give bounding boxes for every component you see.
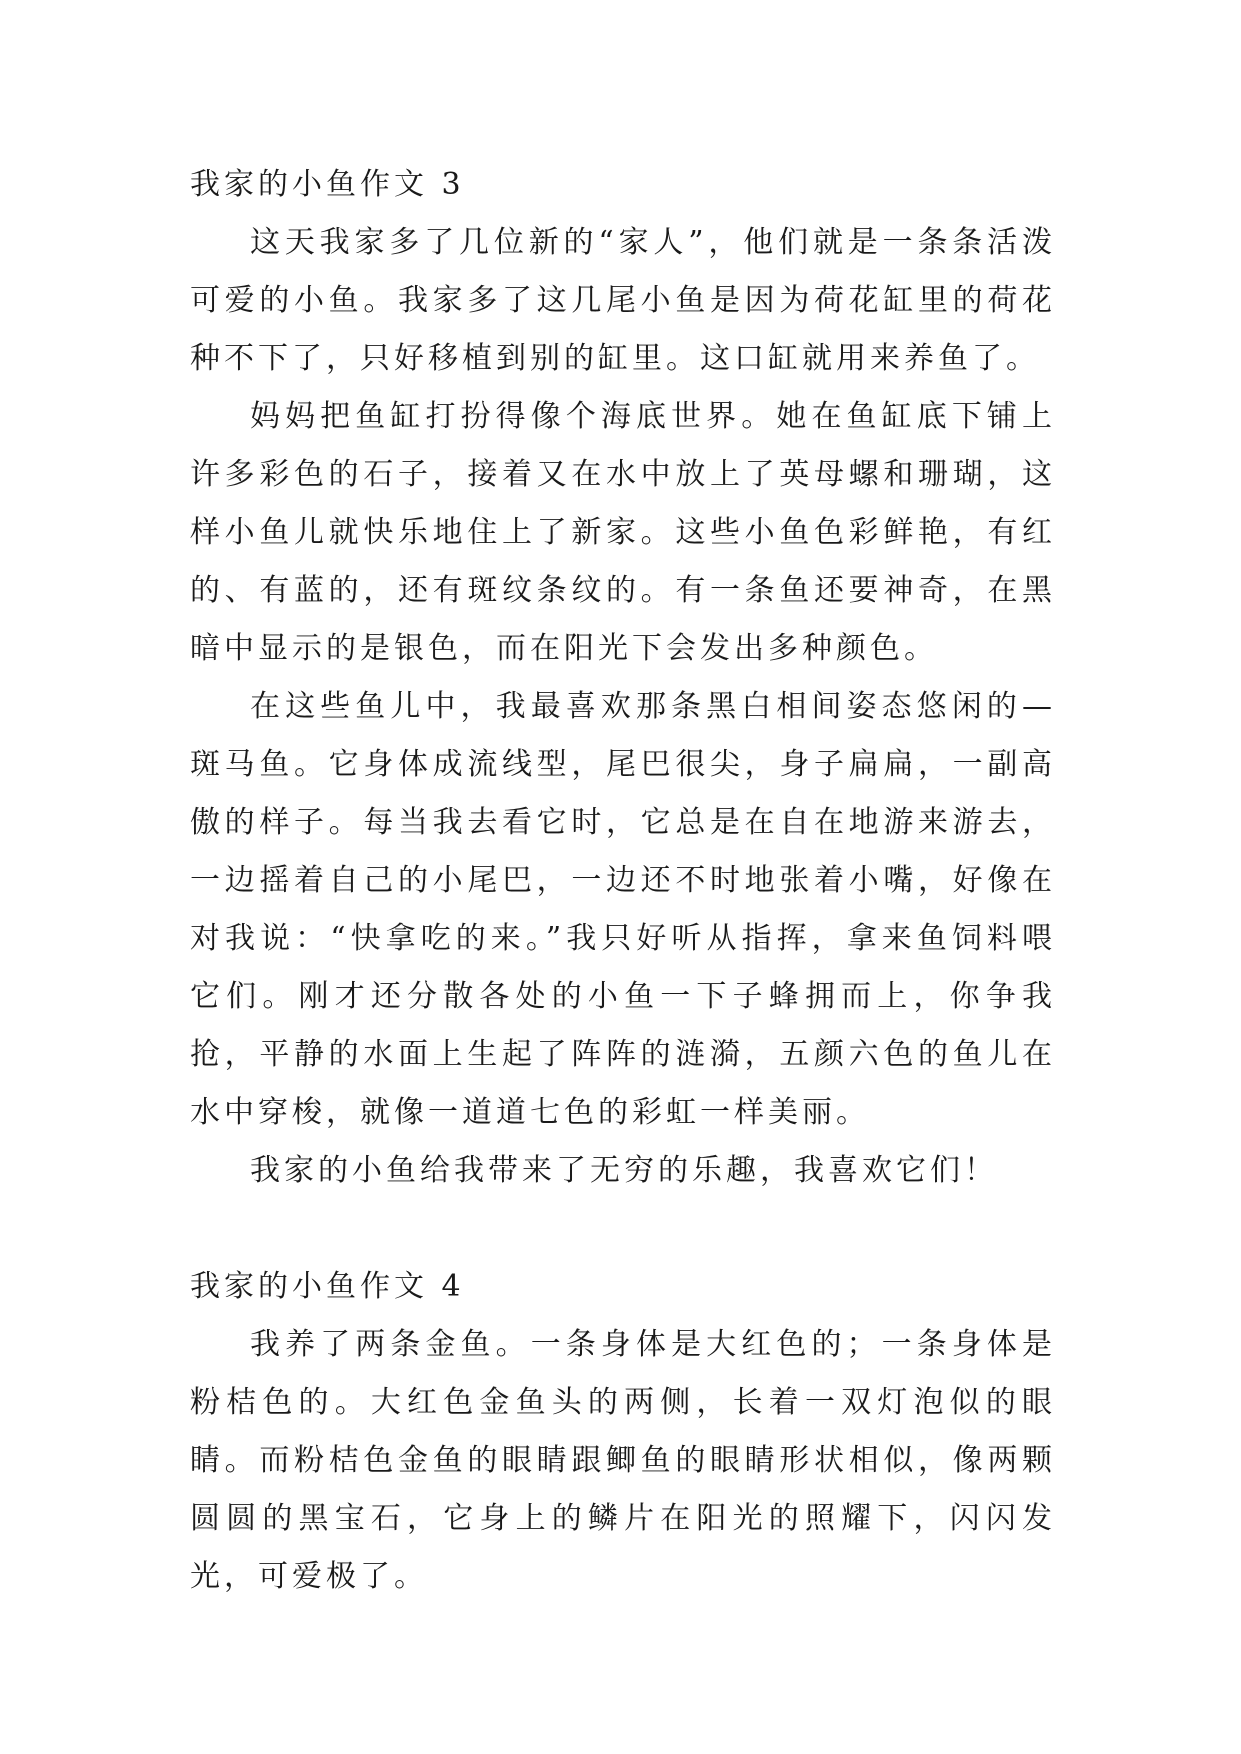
paragraph: 我家的小鱼给我带来了无穷的乐趣，我喜欢它们！ — [250, 1153, 998, 1188]
document-body — [190, 156, 1056, 1606]
paragraph: 在这些鱼儿中，我最喜欢那条黑白相间姿态悠闲的—斑马鱼。它身体成流线型，尾巴很尖，身子扁扁，一副高傲的样子。每当我去看它时，它总是在自在地游来游去，一边摇着自己的小尾巴，一边还不时地张着小嘴，好像在对我说：“快拿吃的来。”我只好听从指挥，拿来鱼饲料喂它们。刚才还分散各处的小鱼一下子蜂拥而上，你争我抢，平静的水面上生起了阵阵的涟漪，五颜六色的鱼儿在水中穿梭，就像一道道七色的彩虹一样美丽。 — [190, 689, 1056, 1130]
paragraph: 我养了两条金鱼。一条身体是大红色的；一条身体是粉桔色的。大红色金鱼头的两侧，长着一双灯泡似的眼睛。而粉桔色金鱼的眼睛跟鲫鱼的眼睛形状相似，像两颗圆圆的黑宝石，它身上的鳞片在阳光的照耀下，闪闪发光，可爱极了。 — [190, 1327, 1056, 1594]
paragraph: 妈妈把鱼缸打扮得像个海底世界。她在鱼缸底下铺上许多彩色的石子，接着又在水中放上了英母螺和珊瑚，这样小鱼儿就快乐地住上了新家。这些小鱼色彩鲜艳，有红的、有蓝的，还有斑纹条纹的。有一条鱼还要神奇，在黑暗中显示的是银色，而在阳光下会发出多种颜色。 — [190, 399, 1056, 666]
section-title-3: 我家的小鱼作文 3 — [190, 167, 465, 202]
paragraph: 这天我家多了几位新的“家人”，他们就是一条条活泼可爱的小鱼。我家多了这几尾小鱼是因为荷花缸里的荷花种不下了，只好移植到别的缸里。这口缸就用来养鱼了。 — [190, 225, 1056, 376]
section-spacer — [190, 1200, 1056, 1258]
section-title-4: 我家的小鱼作文 4 — [190, 1269, 465, 1304]
